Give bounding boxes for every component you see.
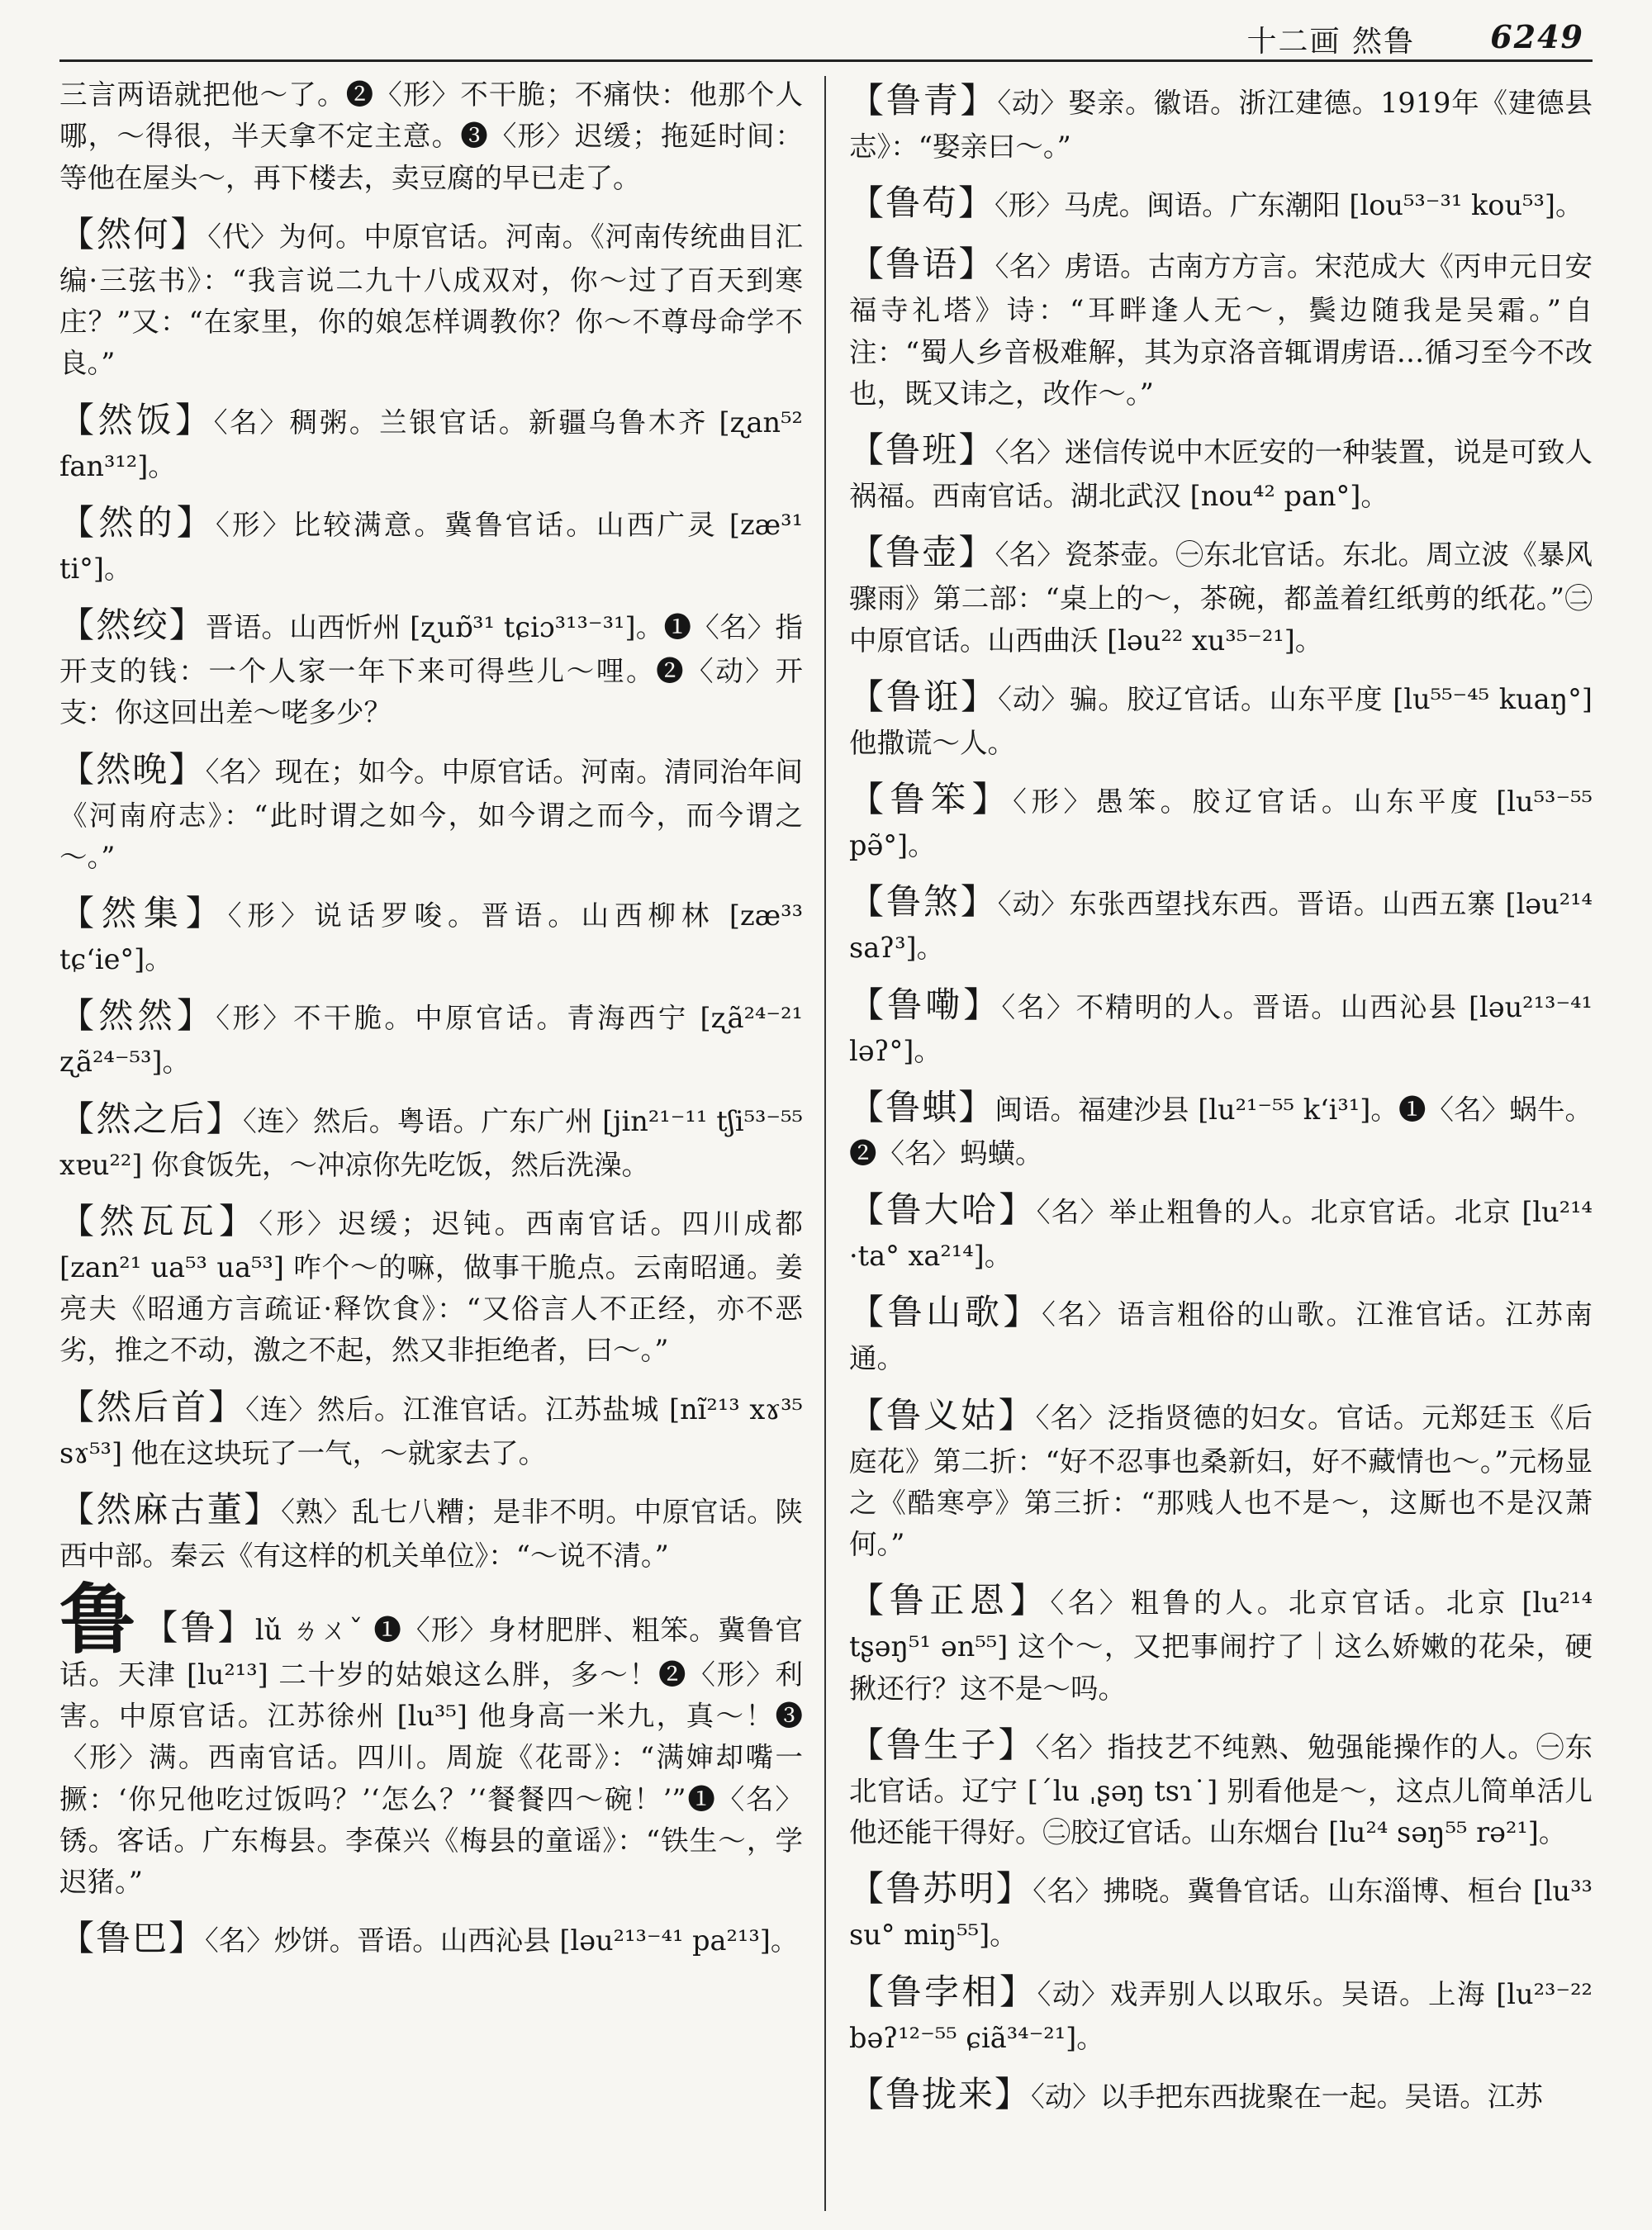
entry-headword: 【鲁正恩】	[849, 1580, 1051, 1621]
entry-headword: 【鲁孛相】	[849, 1971, 1037, 2012]
page-header	[59, 0, 1593, 62]
dictionary-entry	[849, 424, 1593, 517]
entry-headword: 【鲁苟】	[849, 183, 995, 224]
entry-body: 〈名〉虏语。古南方方言。宋范成大《丙申元日安福寺礼塔》诗：“耳畔逢人无～，鬓边随我是吴霜。”自注：“蜀人乡音极难解，其为京洛音辄谓虏语…循习至今不改也，既又讳之，改作～。”	[849, 250, 1593, 410]
dictionary-entry	[849, 1286, 1593, 1379]
page-number: 6249	[1490, 18, 1584, 55]
entry-body: 〈名〉瓷茶壶。㊀东北官话。东北。周立波《暴风骤雨》第二部：“桌上的～，茶碗，都盖着红纸剪的纸花。”㊁中原官话。山西曲沃 [ləu²² xu³⁵⁻²¹]。	[849, 539, 1593, 657]
dictionary-entry	[59, 989, 803, 1083]
dictionary-entry	[59, 743, 803, 879]
dictionary-entry	[849, 2068, 1593, 2120]
dictionary-entry	[849, 1719, 1593, 1854]
entry-body: 〈名〉拂晓。冀鲁官话。山东淄博、桓台 [lu³³ su° miŋ⁵⁵]。	[849, 1875, 1593, 1952]
entry-headword: 【鲁苏明】	[849, 1868, 1033, 1910]
entry-headword: 【鲁义姑】	[849, 1394, 1036, 1435]
dictionary-entry	[59, 208, 803, 385]
dictionary-entry	[849, 238, 1593, 415]
entry-body: 〈名〉不精明的人。晋语。山西沁县 [ləu²¹³⁻⁴¹ ləʔ°]。	[849, 990, 1593, 1067]
entry-body: 〈名〉现在；如今。中原官话。河南。清同治年间《河南府志》：“此时谓之如今，如今谓之而今，而今谓之～。”	[59, 755, 803, 873]
entry-headword: 【然的】	[59, 501, 216, 543]
character-entry	[59, 1575, 803, 1903]
entry-body: 〈动〉以手把东西拢聚在一起。吴语。江苏	[1031, 2080, 1543, 2113]
continued-entry	[59, 74, 803, 199]
dictionary-entry	[59, 496, 803, 590]
entry-body: 〈名〉炒饼。晋语。山西沁县 [ləu²¹³⁻⁴¹ pa²¹³]。	[205, 1924, 799, 1957]
entry-headword: 【鲁拢来】	[849, 2073, 1032, 2114]
entry-body: 晋语。山西忻州 [ʐuɒ̃³¹ tɕiɔ³¹³⁻³¹]。❶〈名〉指开支的钱：一个人家一年下来可得些儿～哩。❷〈动〉开支：你这回出差～咾多少？	[59, 611, 803, 729]
entry-headword: 【然饭】	[59, 399, 214, 440]
dictionary-entry	[59, 599, 803, 734]
entry-body: 〈名〉迷信传说中木匠安的一种装置，说是可致人祸福。西南官话。湖北武汉 [nou⁴² pan°]。	[849, 436, 1593, 512]
entry-body: 三言两语就把他～了。❷〈形〉不干脆；不痛快：他那个人哪，～得很，半天拿不定主意。❸〈形〉迟缓；拖延时间：等他在屋头～，再下楼去，卖豆腐的早已走了。	[59, 78, 803, 194]
entry-headword: 【然集】	[59, 893, 228, 933]
entry-body: 〈形〉不干脆。中原官话。青海西宁 [ʐã²⁴⁻²¹ ʐã²⁴⁻⁵³]。	[59, 1002, 803, 1079]
entry-body: 〈动〉骗。胶辽官话。山东平度 [lu⁵⁵⁻⁴⁵ kuaŋ°] 他撒谎～人。	[849, 682, 1593, 759]
entry-headword: 【然瓦瓦】	[59, 1200, 259, 1241]
entry-body: 〈形〉比较满意。冀鲁官话。山西广灵 [zæ³¹ ti°]。	[59, 508, 803, 585]
dictionary-entry	[849, 979, 1593, 1072]
dictionary-entry	[849, 1184, 1593, 1277]
head-character: 鲁	[59, 1575, 137, 1664]
dictionary-entry	[849, 1574, 1593, 1710]
entry-headword: 【然晚】	[59, 748, 206, 790]
entry-headword: 【鲁巴】	[59, 1918, 206, 1959]
entry-headword: 【鲁青】	[849, 80, 998, 121]
entry-body: 〈名〉举止粗鲁的人。北京官话。北京 [lu²¹⁴ ·ta° xa²¹⁴]。	[849, 1196, 1593, 1272]
entry-headword: 【鲁生子】	[849, 1724, 1036, 1765]
entry-body: 〈形〉迟缓；迟钝。西南官话。四川成都 [zan²¹ ua⁵³ ua⁵³] 咋个～的嘛，做事干脆点。云南昭通。姜亮夫《昭通方言疏证·释饮食》：“又俗言人不正经，亦不恶劣，推之不动，激之不起，然又非拒绝者，曰～。”	[59, 1207, 803, 1367]
dictionary-entry	[849, 526, 1593, 662]
dictionary-entry	[849, 875, 1593, 969]
entry-body: 〈形〉愚笨。胶辽官话。山东平度 [lu⁵³⁻⁵⁵ pə̃°]。	[849, 785, 1593, 861]
entry-body: 〈名〉指技艺不纯熟、勉强能操作的人。㊀东北官话。辽宁 [ˊlu ˌʂəŋ tsɿ˙] 别看他是～，这点儿简单活儿他还能干得好。㊁胶辽官话。山东烟台 [lu²⁴ səŋ⁵⁵ rə²¹]。	[849, 1730, 1593, 1848]
entry-headword: 【鲁壶】	[849, 532, 995, 573]
entry-body: 〈动〉戏弄别人以取乐。吴语。上海 [lu²³⁻²² bəʔ¹²⁻⁵⁵ ɕiã³⁴⁻²¹]。	[849, 1977, 1593, 2054]
dictionary-entry	[849, 1081, 1593, 1174]
entry-body: 〈名〉粗鲁的人。北京官话。北京 [lu²¹⁴ tʂəŋ⁵¹ ən⁵⁵] 这个～，又把事闹拧了｜这么娇嫩的花朵，硬揪还行？这不是～吗。	[849, 1587, 1593, 1705]
entry-headword: 【鲁诳】	[849, 676, 999, 717]
entry-headword: 【鲁嘞】	[849, 984, 1002, 1025]
entry-headword: 【鲁班】	[849, 429, 995, 470]
entry-headword: 【然绞】	[59, 605, 206, 645]
right-column	[849, 74, 1593, 2218]
dictionary-entry	[59, 1912, 803, 1964]
left-column	[59, 74, 803, 2218]
entry-headword: 【鲁煞】	[849, 881, 998, 923]
dictionary-entry	[849, 773, 1593, 866]
dictionary-entry	[849, 671, 1593, 764]
entry-headword: 【鲁语】	[849, 244, 995, 285]
entry-body: 〈名〉语言粗俗的山歌。江淮官话。江苏南通。	[849, 1298, 1593, 1375]
entry-headword: 【然之后】	[59, 1098, 244, 1139]
entry-body: 〈代〉为何。中原官话。河南。《河南传统曲目汇编·三弦书》：“我言说二九十八成双对，你～过了百天到寒庄？”又：“在家里，你的娘怎样调教你？你～不尊母命学不良。”	[59, 220, 803, 380]
dictionary-entry	[849, 1862, 1593, 1956]
dictionary-entry	[849, 177, 1593, 229]
dictionary-entry	[59, 1195, 803, 1372]
entry-body: 〈名〉泛指贤德的妇女。官话。元郑廷玉《后庭花》第二折：“好不忍事也桑新妇，好不藏情也～。”元杨显之《酷寒亭》第三折：“那贱人也不是～，这厮也不是汉萧何。”	[849, 1401, 1593, 1560]
entry-body: 〈动〉东张西望找东西。晋语。山西五寨 [ləu²¹⁴ saʔ³]。	[849, 888, 1593, 965]
entry-body: 〈连〉然后。江淮官话。江苏盐城 [nĩ²¹³ xɤ³⁵ sɤ⁵³] 他在这块玩了一气，～就家去了。	[59, 1393, 803, 1469]
dictionary-entry	[59, 394, 803, 487]
entry-headword: 【鲁蜞】	[849, 1086, 995, 1127]
entry-body: 闽语。福建沙县 [lu²¹⁻⁵⁵ kʻi³¹]。❶〈名〉蜗牛。❷〈名〉蚂蟥。	[849, 1093, 1593, 1170]
column-divider	[824, 76, 826, 2211]
entry-headword: 【然何】	[59, 213, 208, 254]
entry-headword: 【然麻古董】	[59, 1488, 282, 1530]
entry-body: 〈形〉说话罗唆。晋语。山西柳林 [zæ³³ tɕʻie°]。	[59, 899, 803, 975]
entry-headword: 【鲁笨】	[849, 779, 1014, 819]
entry-body: 〈动〉娶亲。徽语。浙江建德。1919年《建德县志》：“娶亲曰～。”	[849, 87, 1593, 163]
entry-body: 〈连〉然后。粤语。广东广州 [jin²¹⁻¹¹ tʃi⁵³⁻⁵⁵ xɐu²²] 你食饭先，～冲凉你先吃饭，然后洗澡。	[59, 1104, 803, 1181]
entry-headword: 【然然】	[59, 995, 216, 1037]
entry-body: 〈名〉稠粥。兰银官话。新疆乌鲁木齐 [ʐan⁵² fan³¹²]。	[59, 406, 803, 482]
dictionary-entry	[849, 1966, 1593, 2059]
running-head-section: 十二画 然鲁	[1246, 25, 1415, 59]
entry-headword: 【鲁山歌】	[849, 1292, 1042, 1333]
dictionary-entry	[59, 887, 803, 980]
dictionary-entry	[59, 1093, 803, 1186]
dictionary-entry	[849, 74, 1593, 168]
entry-body: 〈熟〉乱七八糟；是非不明。中原官话。陕西中部。秦云《有这样的机关单位》：“～说不清。”	[59, 1495, 803, 1572]
dictionary-entry	[59, 1483, 803, 1577]
dictionary-entry	[59, 1381, 803, 1474]
dictionary-entry	[849, 1389, 1593, 1566]
entry-headword: 【鲁】	[143, 1607, 255, 1648]
entry-body: 〈形〉马虎。闽语。广东潮阳 [lou⁵³⁻³¹ kou⁵³]。	[995, 189, 1583, 222]
entry-body: lǔ ㄌㄨˇ ❶〈形〉身材肥胖、粗笨。冀鲁官话。天津 [lu²¹³] 二十岁的姑娘这么胖，多～！❷〈形〉利害。中原官话。江苏徐州 [lu³⁵] 他身高一米九，真～！❸〈形〉满。西南官话。四川。周旋《花哥》：“满婶却嘴一撅：‘你兄他吃过饭吗？’‘怎么？’‘餐餐四～碗！’”❶〈名〉锈。客话。广东梅县。李葆兴《梅县的童谣》：“铁生～，学迟猪。”	[59, 1614, 803, 1899]
entry-headword: 【鲁大哈】	[849, 1189, 1037, 1230]
entry-headword: 【然后首】	[59, 1386, 246, 1427]
